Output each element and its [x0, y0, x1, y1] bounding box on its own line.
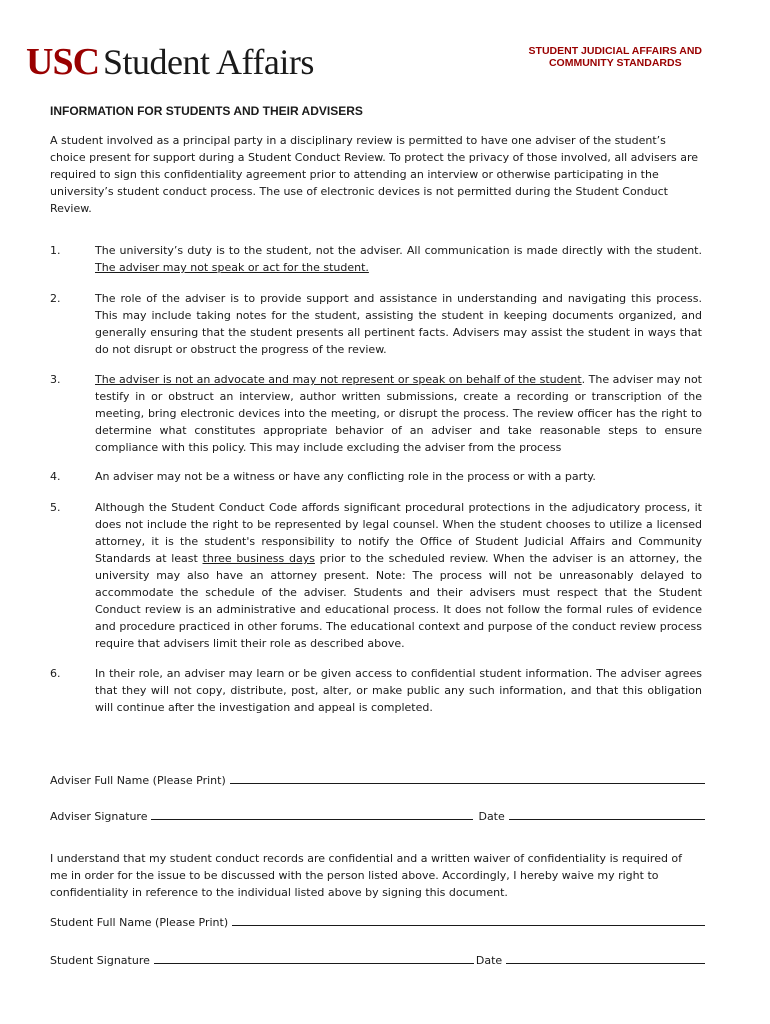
list-item-number: 3. — [50, 373, 61, 386]
adviser-date-label: Date — [478, 810, 505, 823]
student-name-input-line[interactable] — [232, 913, 705, 926]
list-item-6 — [50, 665, 702, 716]
list-item-text: Although the Student Conduct Code affords significant procedural protections in the adjudicatory process, it does not include the right to be represented by legal counsel. When the student chooses to utilize a licensed attorney, it is the student's responsibility to notify the Office of Student Judicial Affairs and Community Standards at least three business days prior to the scheduled review. When the adviser is an attorney, the university may also have an attorney present. Note: The process will not be unreasonably delayed to accommodate the schedule of the adviser. Students and their advisers must respect that the Student Conduct review is an administrative and educational process. It does not follow the formal rules of evidence and procedure practiced in other forums. The educational context and purpose of the conduct review process require that advisers limit their role as described above. — [95, 501, 703, 650]
intro-paragraph: A student involved as a principal party in a disciplinary review is permitted to have one adviser of the student’s choice present for support during a Student Conduct Review. To protect the privacy of those involved, all advisers are required to sign this confidentiality agreement prior to attending an interview or otherwise participating in the university’s student conduct process. The use of electronic devices is not permitted during the Student Conduct Review. — [50, 134, 699, 215]
list-item-text: In their role, an adviser may learn or be given access to confidential student information. The adviser agrees that they will not copy, distribute, post, alter, or make public any such information, and that this obligation will continue after the investigation and appeal is completed. — [95, 667, 702, 714]
student-name-label: Student Full Name (Please Print) — [50, 916, 229, 929]
adviser-signature-label: Adviser Signature — [50, 810, 148, 823]
list-item-text: The adviser is not an advocate and may not represent or speak on behalf of the student. The adviser may not testify in or obstruct an interview, author written submissions, create a recording or transcription of the meeting, bring electronic devices into the meeting, or disrupt the process. The review officer has the right to determine what constitutes appropriate behavior of an adviser and take reasonable steps to ensure compliance with this policy. This may include excluding the adviser from the process — [95, 373, 702, 454]
adviser-name-input-line[interactable] — [230, 771, 705, 784]
logo-usc: USC — [26, 41, 100, 83]
department-line-2: COMMUNITY STANDARDS — [548, 57, 682, 69]
adviser-name-label: Adviser Full Name (Please Print) — [50, 774, 226, 787]
student-signature-label: Student Signature — [50, 954, 150, 967]
student-date-input-line[interactable] — [506, 951, 705, 964]
adviser-signature-input-line[interactable] — [151, 807, 473, 820]
adviser-name-field[interactable] — [50, 771, 705, 789]
list-item-1 — [50, 242, 702, 276]
list-item-number: 6. — [50, 667, 61, 680]
adviser-date-input-line[interactable] — [509, 807, 705, 820]
list-item-text: The role of the adviser is to provide support and assistance in understanding and navigating this process. This may include taking notes for the student, assisting the student in keeping documents organized, and generally ensuring that the student presents all pertinent facts. Advisers may assist the student in ways that do not disrupt or obstruct the progress of the review. — [95, 292, 702, 356]
page-heading: INFORMATION FOR STUDENTS AND THEIR ADVISERS — [50, 104, 363, 118]
student-date-label: Date — [475, 954, 503, 967]
underlined-text: three business days — [202, 552, 315, 565]
logo-student-affairs: Student Affairs — [103, 42, 314, 82]
department-line-1: STUDENT JUDICIAL AFFAIRS AND — [528, 45, 702, 57]
student-signature-input-line[interactable] — [154, 951, 474, 964]
underlined-text: The adviser is not an advocate and may not represent or speak on behalf of the student — [95, 373, 582, 386]
waiver-paragraph: I understand that my student conduct records are confidential and a written waiver of confidentiality is required of me in order for the issue to be discussed with the person listed above. Accordingly, I hereby waive my right to confidentiality in reference to the individual listed above by signing this document. — [50, 852, 683, 899]
list-item-2 — [50, 290, 702, 358]
underlined-text: The adviser may not speak or act for the student. — [95, 261, 369, 274]
list-item-3 — [50, 371, 702, 456]
adviser-signature-field[interactable] — [50, 807, 705, 825]
student-name-field[interactable] — [50, 913, 705, 931]
list-item-5 — [50, 499, 702, 652]
list-item-number: 1. — [50, 244, 61, 257]
usc-student-affairs-logo — [26, 40, 314, 83]
department-name — [529, 45, 702, 69]
list-item-text: An adviser may not be a witness or have any conflicting role in the process or with a party. — [95, 470, 596, 483]
list-item-text: The university’s duty is to the student, not the adviser. All communication is made directly with the student. The adviser may not speak or act for the student. — [95, 244, 702, 274]
student-signature-field[interactable] — [50, 951, 705, 969]
list-item-number: 4. — [50, 470, 61, 483]
list-item-number: 5. — [50, 501, 61, 514]
list-item-4 — [50, 468, 702, 485]
list-item-number: 2. — [50, 292, 61, 305]
